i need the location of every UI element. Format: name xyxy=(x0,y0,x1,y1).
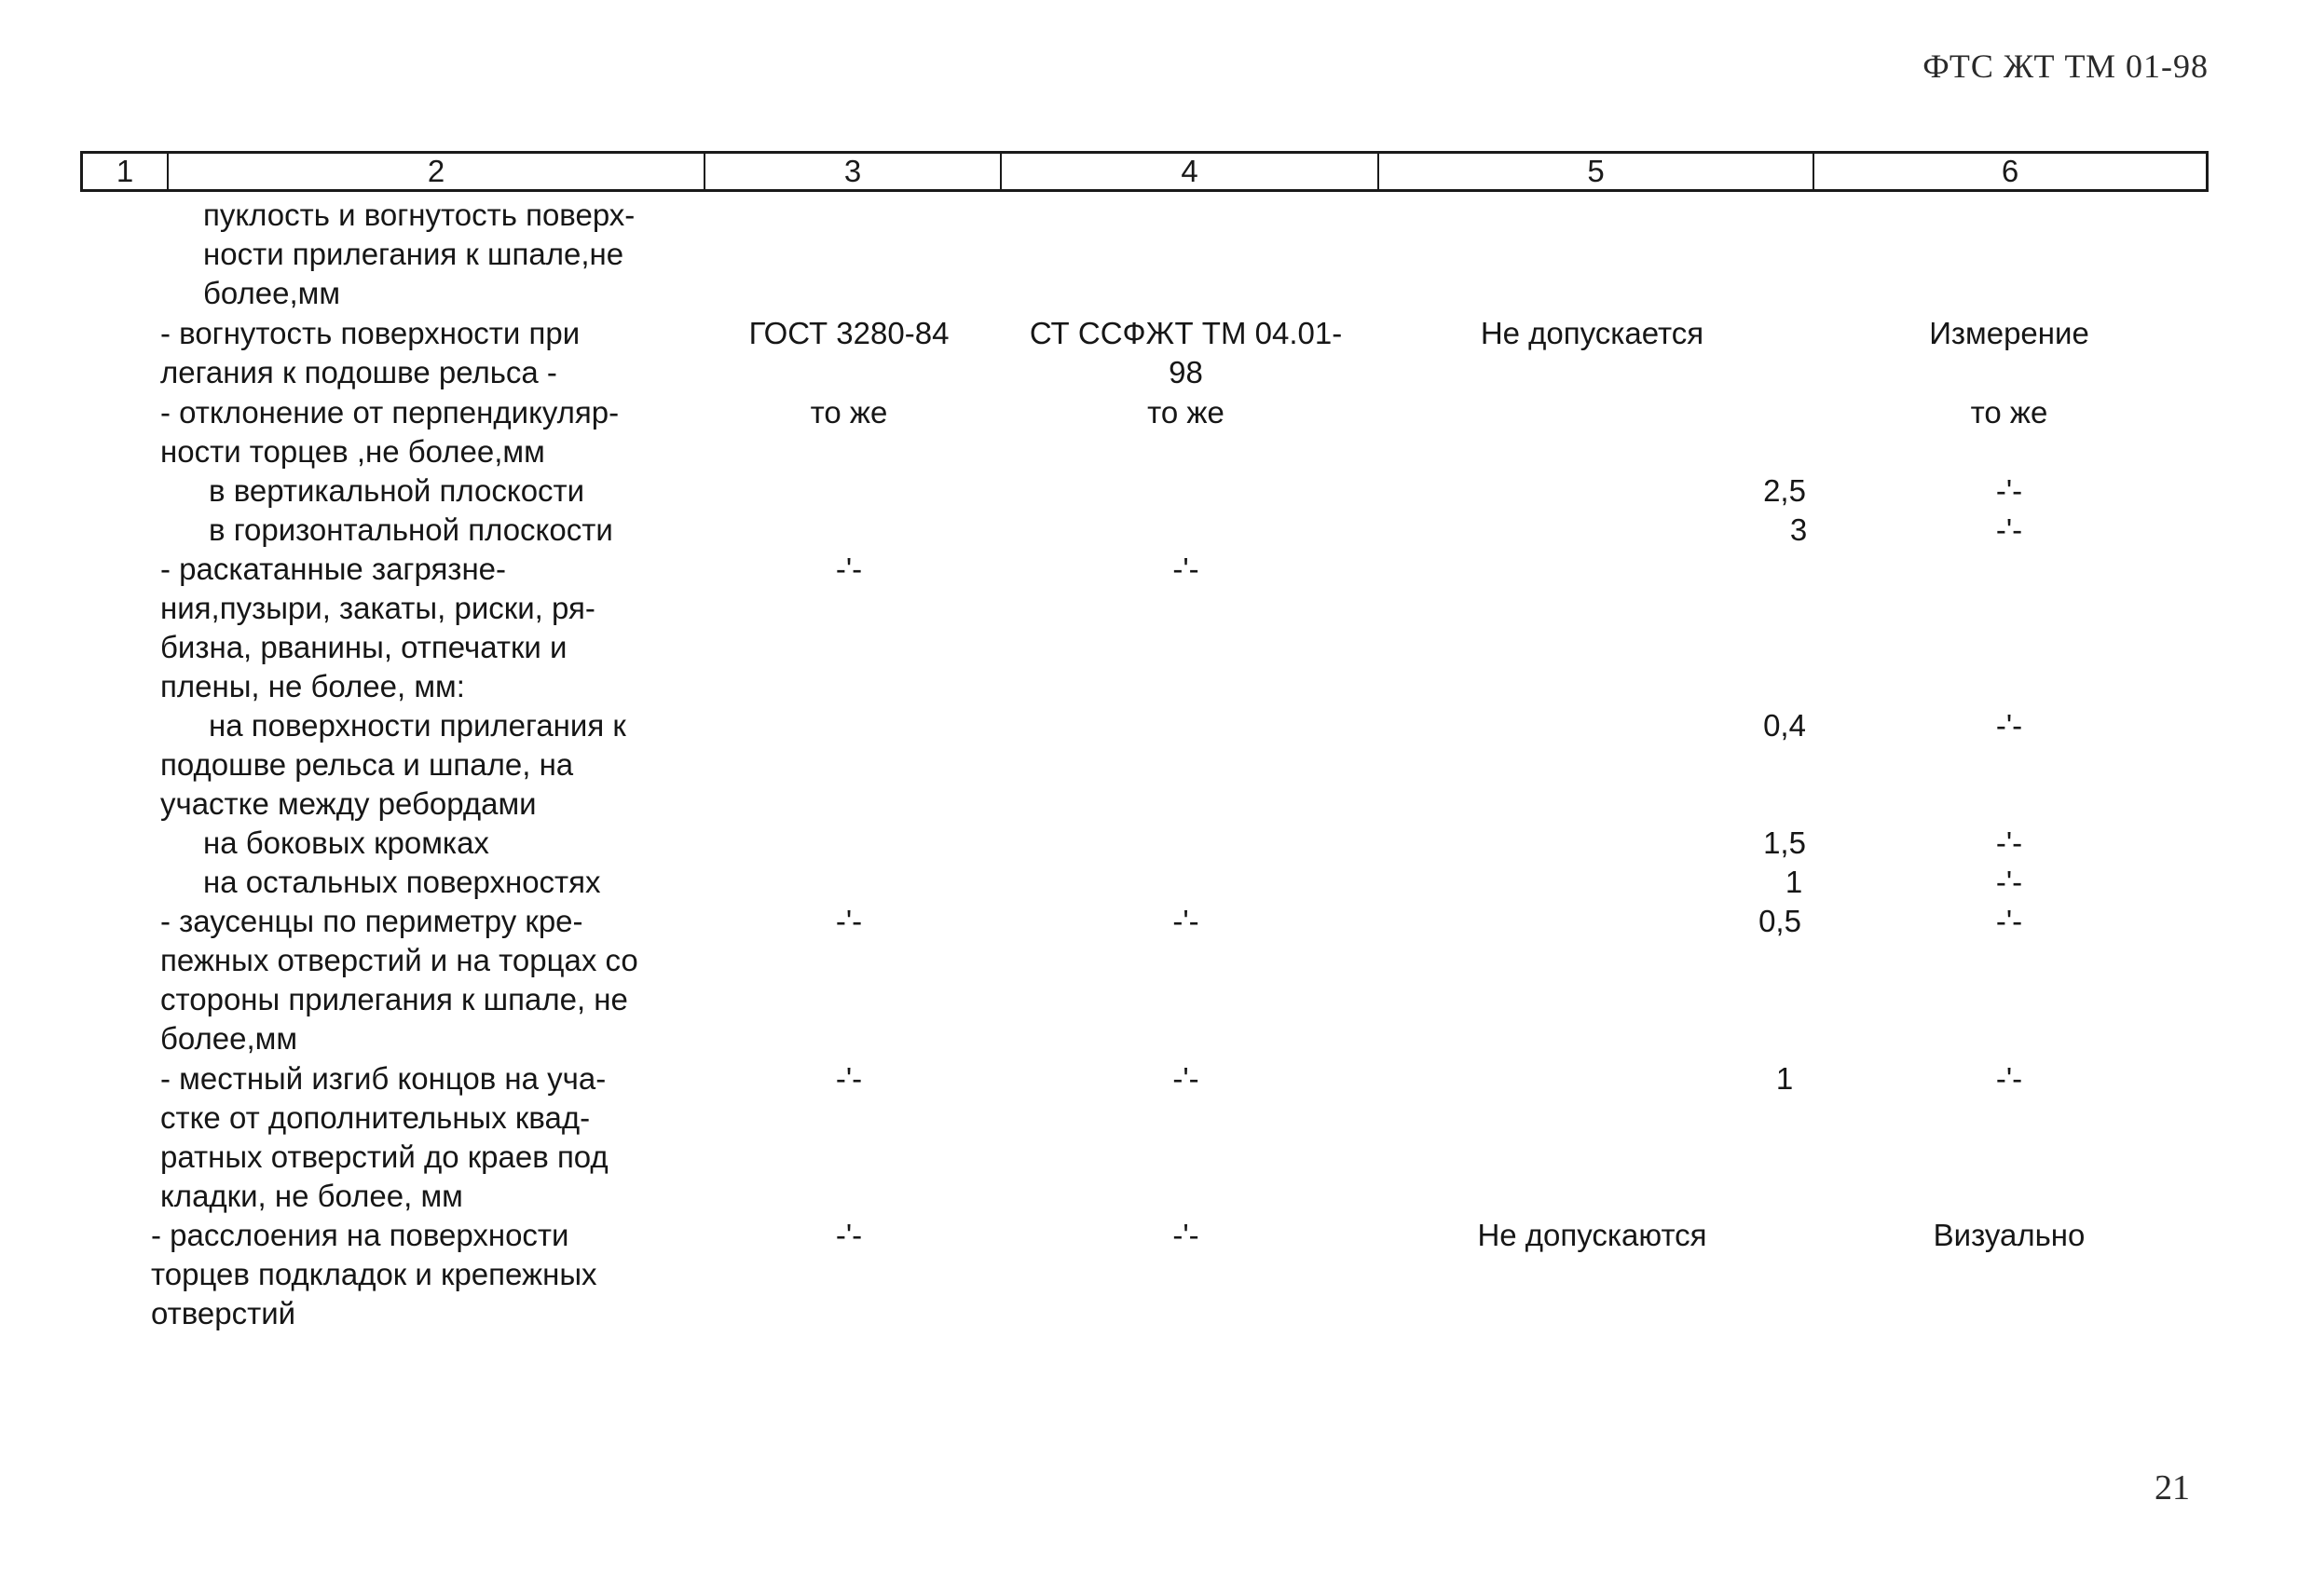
row-11-method: Визуально xyxy=(1933,1218,2086,1252)
row-5-reference-0: -'- xyxy=(1172,552,1199,586)
column-header-2: 2 xyxy=(167,154,704,189)
row-10-text-0: - местный изгиб концов на уча- xyxy=(160,1061,607,1096)
row-4-value: 3 xyxy=(1789,512,1808,547)
row-11-text-0: - расслоения на поверхности xyxy=(151,1218,569,1252)
row-2-text-0: - отклонение от перпендикуляр- xyxy=(160,395,620,430)
row-0-text-0: пуклость и вогнутость поверх- xyxy=(203,198,636,232)
row-9-method: -'- xyxy=(1995,904,2023,938)
row-6-text-2: участке между ребордами xyxy=(160,786,537,821)
row-7-method: -'- xyxy=(1995,825,2023,860)
row-8-method: -'- xyxy=(1995,865,2023,899)
document-code: ФТС ЖТ ТМ 01-98 xyxy=(1922,48,2209,85)
column-header-5: 5 xyxy=(1377,154,1813,189)
row-5-standard: -'- xyxy=(835,552,863,586)
row-1-text-0: - вогнутость поверхности при xyxy=(160,316,581,350)
row-2-method: то же xyxy=(1970,395,2048,430)
row-9-value: 0,5 xyxy=(1758,904,1801,938)
row-10-method: -'- xyxy=(1995,1061,2023,1096)
row-10-text-2: ратных отверстий до краев под xyxy=(160,1139,609,1174)
row-2-standard: то же xyxy=(810,395,888,430)
row-11-text-2: отверстий xyxy=(151,1296,296,1330)
row-6-text-1: подошве рельса и шпале, на xyxy=(160,747,574,782)
page-number: 21 xyxy=(2155,1468,2190,1507)
column-header-3: 3 xyxy=(704,154,1000,189)
row-7-text-0: на боковых кромках xyxy=(203,825,489,860)
row-9-text-1: пежных отверстий и на торцах со xyxy=(160,943,638,977)
row-6-method: -'- xyxy=(1995,708,2023,743)
row-5-text-0: - раскатанные загрязне- xyxy=(160,552,507,586)
row-0-text-1: ности прилегания к шпале,не xyxy=(203,237,624,271)
row-10-value: 1 xyxy=(1775,1061,1794,1096)
row-10-reference-0: -'- xyxy=(1172,1061,1199,1096)
row-4-text-0: в горизонтальной плоскости xyxy=(209,512,613,547)
row-11-text-1: торцев подкладок и крепежных xyxy=(151,1257,597,1291)
row-8-text-0: на остальных поверхностях xyxy=(203,865,601,899)
row-4-method: -'- xyxy=(1995,512,2023,547)
row-11-standard: -'- xyxy=(835,1218,863,1252)
row-9-reference-0: -'- xyxy=(1172,904,1199,938)
row-1-method: Измерение xyxy=(1929,316,2089,350)
row-1-text-1: легания к подошве рельса - xyxy=(160,355,557,389)
row-9-text-0: - заусенцы по периметру кре- xyxy=(160,904,583,938)
row-8-value: 1 xyxy=(1785,865,1803,899)
row-10-text-1: стке от дополнительных квад- xyxy=(160,1100,591,1135)
row-3-value: 2,5 xyxy=(1763,473,1806,508)
row-11-reference-0: -'- xyxy=(1172,1218,1199,1252)
row-5-text-3: плены, не более, мм: xyxy=(160,669,465,703)
row-1-value: Не допускается xyxy=(1480,316,1704,350)
row-6-text-0: на поверхности прилегания к xyxy=(209,708,626,743)
row-5-text-2: бизна, рванины, отпечатки и xyxy=(160,630,568,664)
row-9-text-2: стороны прилегания к шпале, не xyxy=(160,982,628,1016)
row-9-standard: -'- xyxy=(835,904,863,938)
row-1-standard: ГОСТ 3280-84 xyxy=(748,316,950,350)
row-0-text-2: более,мм xyxy=(203,276,341,310)
row-9-text-3: более,мм xyxy=(160,1021,298,1056)
row-1-reference-1: 98 xyxy=(1169,355,1203,389)
column-header-4: 4 xyxy=(1000,154,1377,189)
row-3-text-0: в вертикальной плоскости xyxy=(209,473,585,508)
row-6-value: 0,4 xyxy=(1763,708,1806,743)
row-10-standard: -'- xyxy=(835,1061,863,1096)
column-header-6: 6 xyxy=(1813,154,2206,189)
row-10-text-3: кладки, не более, мм xyxy=(160,1179,463,1213)
column-header-1: 1 xyxy=(116,154,134,188)
row-2-reference-0: то же xyxy=(1147,395,1224,430)
row-3-method: -'- xyxy=(1995,473,2023,508)
table-header-row xyxy=(80,151,2209,192)
row-2-text-1: ности торцев ,не более,мм xyxy=(160,434,545,469)
row-1-reference-0: СТ ССФЖТ ТМ 04.01- xyxy=(1029,316,1343,350)
row-5-text-1: ния,пузыри, закаты, риски, ря- xyxy=(160,591,595,625)
row-7-value: 1,5 xyxy=(1763,825,1806,860)
row-11-value: Не допускаются xyxy=(1477,1218,1707,1252)
